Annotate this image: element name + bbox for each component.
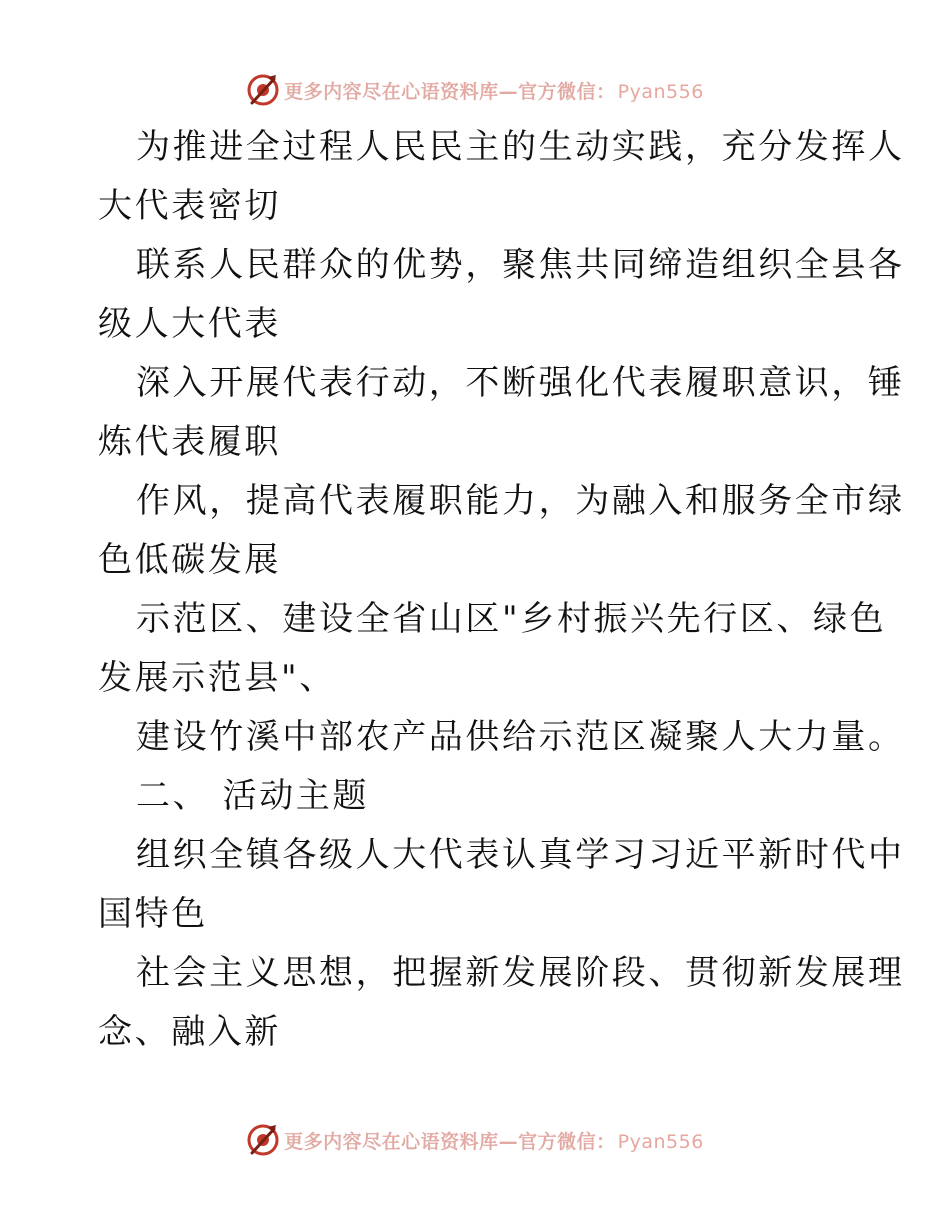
text-line: 为推进全过程人民民主的生动实践，充分发挥人	[136, 127, 905, 167]
text-line: 色低碳发展	[98, 540, 281, 580]
quill-logo-icon	[246, 1123, 280, 1157]
text-line: 发展示范县"、	[98, 658, 336, 698]
text-line: 社会主义思想，把握新发展阶段、贯彻新发展理	[136, 953, 905, 993]
text-line: 大代表密切	[98, 186, 281, 226]
text-line: 念、融入新	[98, 1012, 281, 1052]
document-body	[98, 118, 905, 1062]
text-line: 作风，提高代表履职能力，为融入和服务全市绿	[136, 481, 905, 521]
footer-watermark	[0, 1122, 950, 1158]
watermark-text: 更多内容尽在心语资料库—官方微信： Pyan556	[284, 80, 704, 103]
text-line: 二、 活动主题	[136, 776, 370, 816]
text-line: 组织全镇各级人大代表认真学习习近平新时代中	[136, 835, 905, 875]
quill-logo-icon	[246, 73, 280, 107]
text-line: 示范区、建设全省山区"乡村振兴先行区、绿色	[136, 599, 887, 639]
header-watermark	[0, 72, 950, 108]
text-line: 炼代表履职	[98, 422, 281, 462]
text-line: 级人大代表	[98, 304, 281, 344]
text-line: 联系人民群众的优势，聚焦共同缔造组织全县各	[136, 245, 905, 285]
text-line: 深入开展代表行动，不断强化代表履职意识，锤	[136, 363, 905, 403]
text-line: 建设竹溪中部农产品供给示范区凝聚人大力量。	[136, 717, 905, 757]
watermark-text: 更多内容尽在心语资料库—官方微信： Pyan556	[284, 1130, 704, 1153]
text-line: 国特色	[98, 894, 208, 934]
